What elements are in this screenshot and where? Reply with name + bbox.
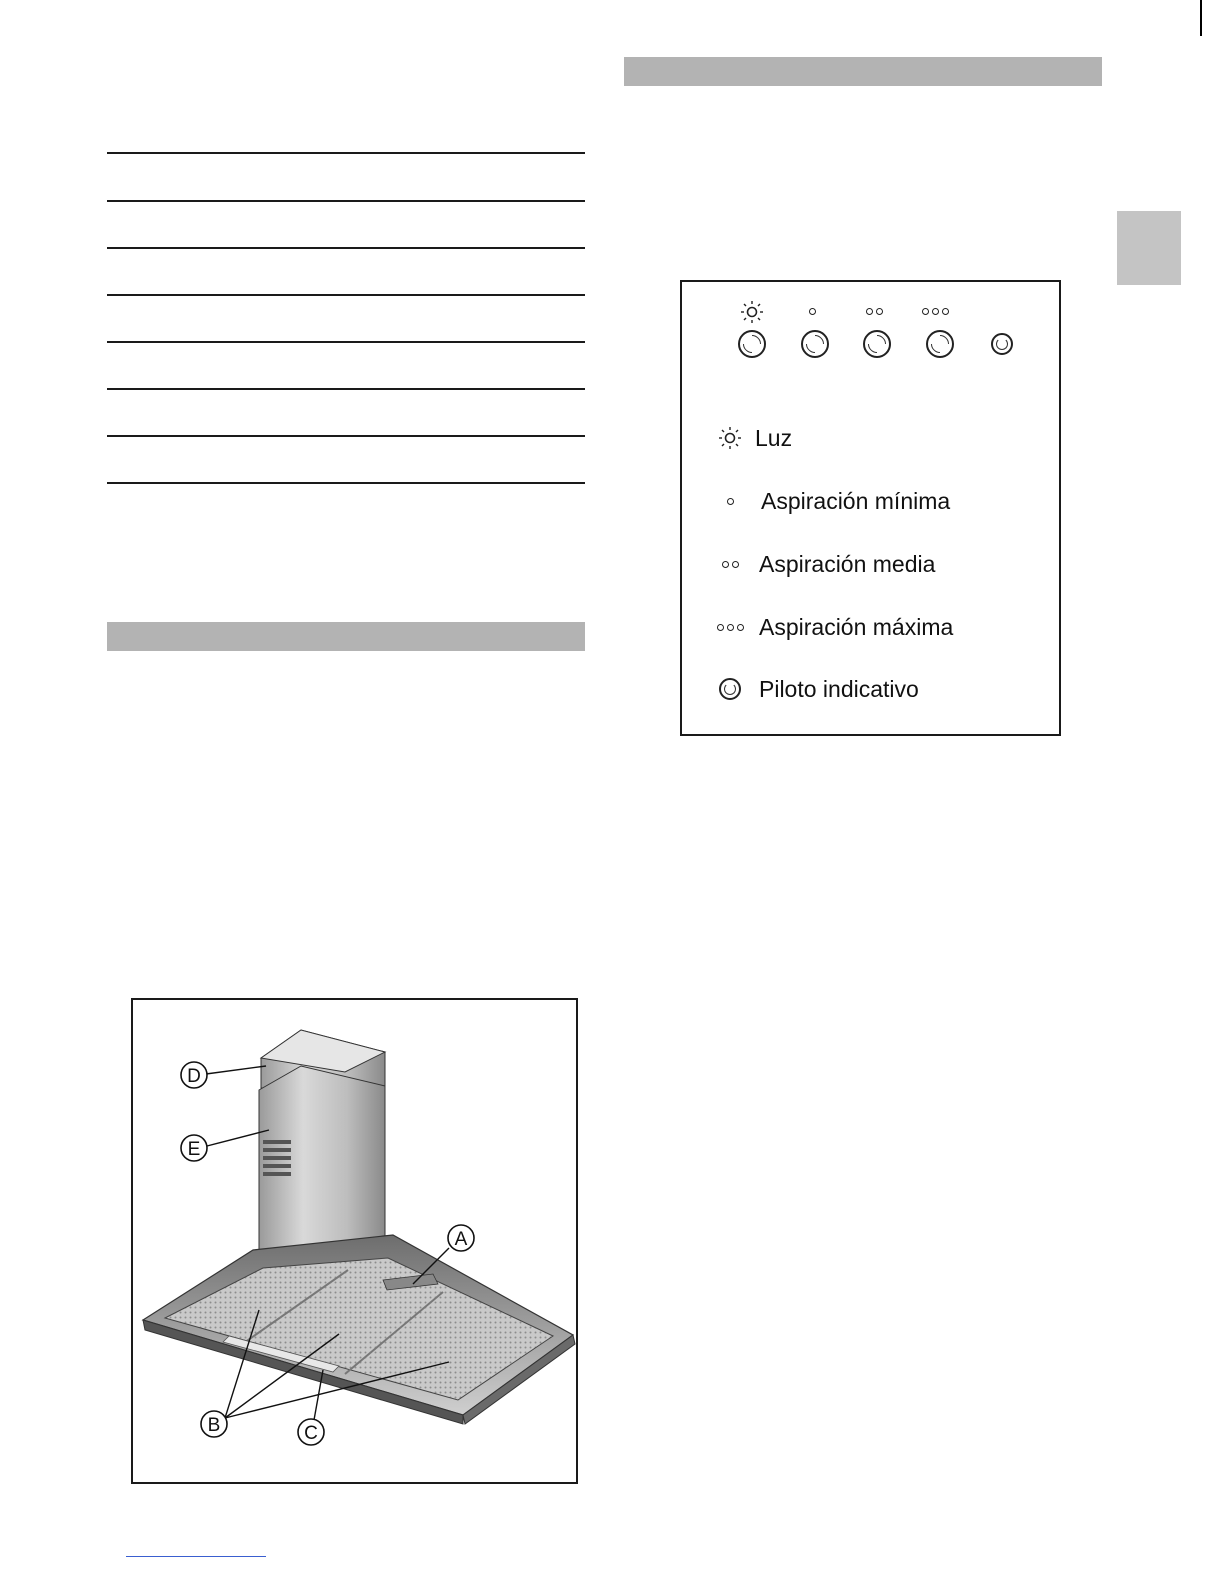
table-rule (107, 435, 585, 437)
callout-c (298, 1419, 324, 1445)
hood-illustration-frame (131, 998, 578, 1484)
section-header-band-right (624, 57, 1102, 86)
table-rule (107, 341, 585, 343)
speed-3-icon (922, 308, 949, 315)
legend-label: Aspiración máxima (759, 613, 954, 640)
speed-1-button[interactable] (801, 330, 829, 358)
legend-item-min (705, 484, 950, 518)
light-icon (739, 300, 765, 324)
footer-link-underline (126, 1556, 266, 1557)
side-tab (1117, 211, 1181, 285)
legend-label: Aspiración media (759, 550, 936, 577)
legend-item-max (705, 610, 953, 644)
svg-text:A: A (454, 1229, 468, 1250)
pilot-light-icon (991, 333, 1013, 355)
legend-label: Aspiración mínima (761, 487, 951, 514)
callout-d (181, 1062, 207, 1088)
speed-3-icon (717, 624, 744, 631)
legend-item-pilot (705, 672, 919, 706)
section-header-band-left (107, 622, 585, 651)
margin-mark (1200, 0, 1202, 36)
callout-a (448, 1225, 474, 1251)
table-rule (107, 200, 585, 202)
speed-1-icon (727, 498, 734, 505)
callout-e (181, 1135, 207, 1161)
light-button[interactable] (738, 330, 766, 358)
svg-text:C: C (304, 1423, 318, 1444)
table-rule (107, 294, 585, 296)
pilot-light-icon (719, 678, 741, 700)
svg-text:D: D (187, 1066, 201, 1087)
table-rule (107, 388, 585, 390)
svg-text:E: E (187, 1139, 201, 1160)
hood-illustration (133, 1000, 578, 1484)
speed-1-icon (809, 308, 816, 315)
table-rule (107, 482, 585, 484)
legend-label: Piloto indicativo (759, 675, 919, 702)
svg-text:B: B (207, 1415, 221, 1436)
legend-label: Luz (755, 424, 793, 451)
light-icon (717, 426, 743, 450)
legend-item-light (705, 421, 792, 455)
speed-2-icon (866, 308, 883, 315)
speed-3-button[interactable] (926, 330, 954, 358)
speed-2-button[interactable] (863, 330, 891, 358)
speed-2-icon (722, 561, 739, 568)
legend-item-medium (705, 547, 935, 581)
table-rule (107, 152, 585, 154)
callout-b (201, 1411, 227, 1437)
table-rule (107, 247, 585, 249)
